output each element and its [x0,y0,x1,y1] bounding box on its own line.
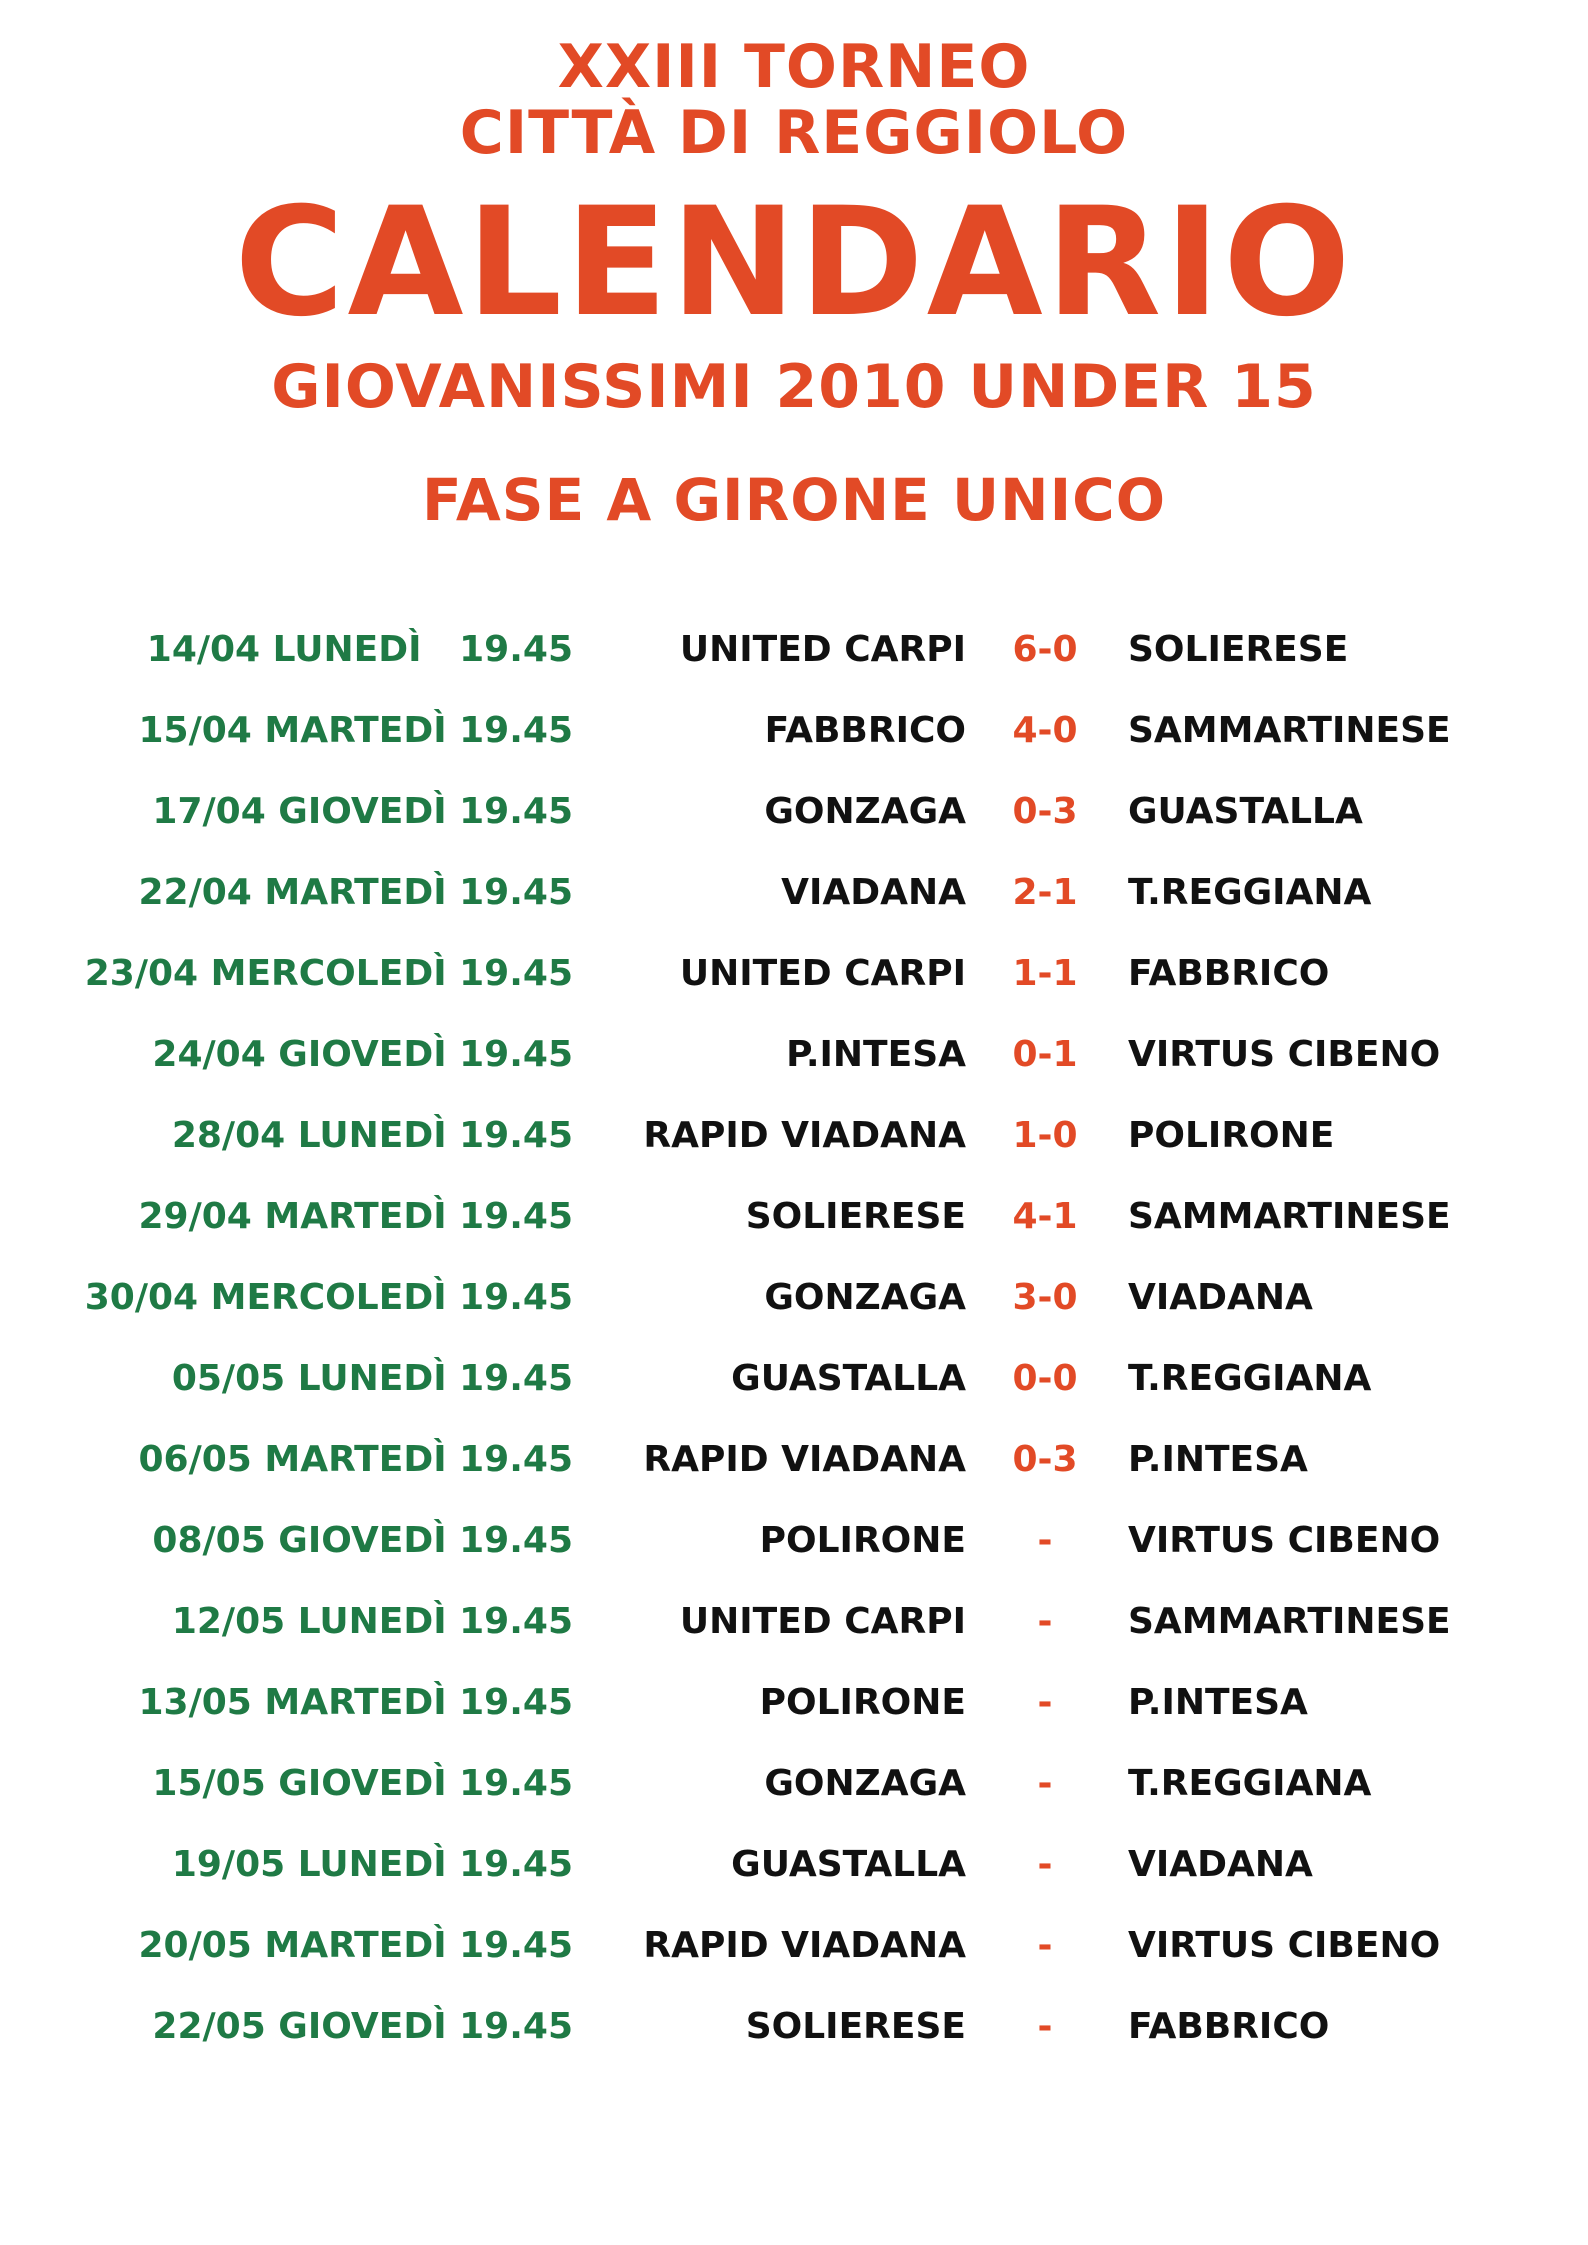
match-date: 30/04 MERCOLEDÌ 19.45 [84,1277,573,1318]
match-score: - [1037,1844,1053,1885]
home-team: GONZAGA [764,791,966,832]
match-row [0,944,1588,1025]
match-row [0,1754,1588,1835]
match-score: - [1037,1925,1053,1966]
home-team: FABBRICO [764,710,966,751]
match-date: 20/05 MARTEDÌ 19.45 [138,1925,573,1966]
match-row [0,1349,1588,1430]
phase-subtitle: FASE A GIRONE UNICO [421,466,1167,534]
home-team: UNITED CARPI [679,1601,966,1642]
home-team: GONZAGA [764,1763,966,1804]
away-team: VIRTUS CIBENO [1128,1034,1441,1075]
match-score: 0-0 [1012,1358,1078,1399]
away-team: SOLIERESE [1128,629,1349,670]
page-title: CALENDARIO [234,176,1354,350]
match-row [0,1997,1588,2078]
match-row [0,1673,1588,1754]
away-team: VIADANA [1128,1277,1313,1318]
match-list [0,620,1588,2078]
home-team: POLIRONE [759,1682,966,1723]
home-team: SOLIERESE [745,2006,966,2047]
home-team: POLIRONE [759,1520,966,1561]
away-team: VIRTUS CIBENO [1128,1520,1441,1561]
home-team: GUASTALLA [731,1844,966,1885]
away-team: SAMMARTINESE [1128,1601,1451,1642]
match-date: 23/04 MERCOLEDÌ 19.45 [84,953,573,994]
match-row [0,782,1588,863]
away-team: T.REGGIANA [1128,872,1372,913]
match-score: 4-0 [1012,710,1078,751]
match-date: 13/05 MARTEDÌ 19.45 [138,1682,573,1723]
match-date: 14/04 LUNEDÌ 19.45 [146,629,573,670]
match-date: 17/04 GIOVEDÌ 19.45 [152,791,573,832]
match-score: 1-0 [1012,1115,1078,1156]
match-score: - [1037,1520,1053,1561]
match-row [0,620,1588,701]
match-date: 19/05 LUNEDÌ 19.45 [171,1844,573,1885]
match-date: 22/05 GIOVEDÌ 19.45 [152,2006,573,2047]
match-date: 15/05 GIOVEDÌ 19.45 [152,1763,573,1804]
match-row [0,1430,1588,1511]
away-team: VIRTUS CIBENO [1128,1925,1441,1966]
home-team: RAPID VIADANA [643,1115,966,1156]
away-team: SAMMARTINESE [1128,1196,1451,1237]
match-date: 15/04 MARTEDÌ 19.45 [138,710,573,751]
match-row [0,1187,1588,1268]
match-score: 0-3 [1012,1439,1078,1480]
match-score: 3-0 [1012,1277,1078,1318]
match-date: 22/04 MARTEDÌ 19.45 [138,872,573,913]
match-row [0,1268,1588,1349]
away-team: VIADANA [1128,1844,1313,1885]
match-date: 12/05 LUNEDÌ 19.45 [171,1601,573,1642]
away-team: T.REGGIANA [1128,1763,1372,1804]
home-team: RAPID VIADANA [643,1925,966,1966]
match-row [0,1025,1588,1106]
match-row [0,863,1588,944]
match-score: - [1037,2006,1053,2047]
match-score: 6-0 [1012,629,1078,670]
match-score: - [1037,1682,1053,1723]
match-row [0,1592,1588,1673]
match-score: 1-1 [1012,953,1078,994]
match-date: 29/04 MARTEDÌ 19.45 [138,1196,573,1237]
away-team: T.REGGIANA [1128,1358,1372,1399]
away-team: P.INTESA [1128,1439,1308,1480]
away-team: SAMMARTINESE [1128,710,1451,751]
match-score: - [1037,1763,1053,1804]
away-team: POLIRONE [1128,1115,1335,1156]
home-team: UNITED CARPI [679,629,966,670]
match-date: 24/04 GIOVEDÌ 19.45 [152,1034,573,1075]
match-date: 08/05 GIOVEDÌ 19.45 [152,1520,573,1561]
match-score: 2-1 [1012,872,1078,913]
home-team: GUASTALLA [731,1358,966,1399]
match-date: 28/04 LUNEDÌ 19.45 [171,1115,573,1156]
away-team: GUASTALLA [1128,791,1363,832]
home-team: SOLIERESE [745,1196,966,1237]
home-team: P.INTESA [786,1034,966,1075]
match-row [0,1511,1588,1592]
tournament-edition: XXIII TORNEO [557,32,1031,102]
match-score: 0-1 [1012,1034,1078,1075]
match-row [0,701,1588,782]
match-score: 4-1 [1012,1196,1078,1237]
category-subtitle: GIOVANISSIMI 2010 UNDER 15 [271,352,1317,422]
tournament-name: CITTÀ DI REGGIOLO [459,98,1129,168]
match-date: 05/05 LUNEDÌ 19.45 [171,1358,573,1399]
match-row [0,1106,1588,1187]
home-team: UNITED CARPI [679,953,966,994]
away-team: FABBRICO [1128,953,1330,994]
home-team: VIADANA [781,872,966,913]
away-team: FABBRICO [1128,2006,1330,2047]
home-team: RAPID VIADANA [643,1439,966,1480]
match-score: - [1037,1601,1053,1642]
match-score: 0-3 [1012,791,1078,832]
match-row [0,1835,1588,1916]
match-row [0,1916,1588,1997]
away-team: P.INTESA [1128,1682,1308,1723]
match-date: 06/05 MARTEDÌ 19.45 [138,1439,573,1480]
home-team: GONZAGA [764,1277,966,1318]
